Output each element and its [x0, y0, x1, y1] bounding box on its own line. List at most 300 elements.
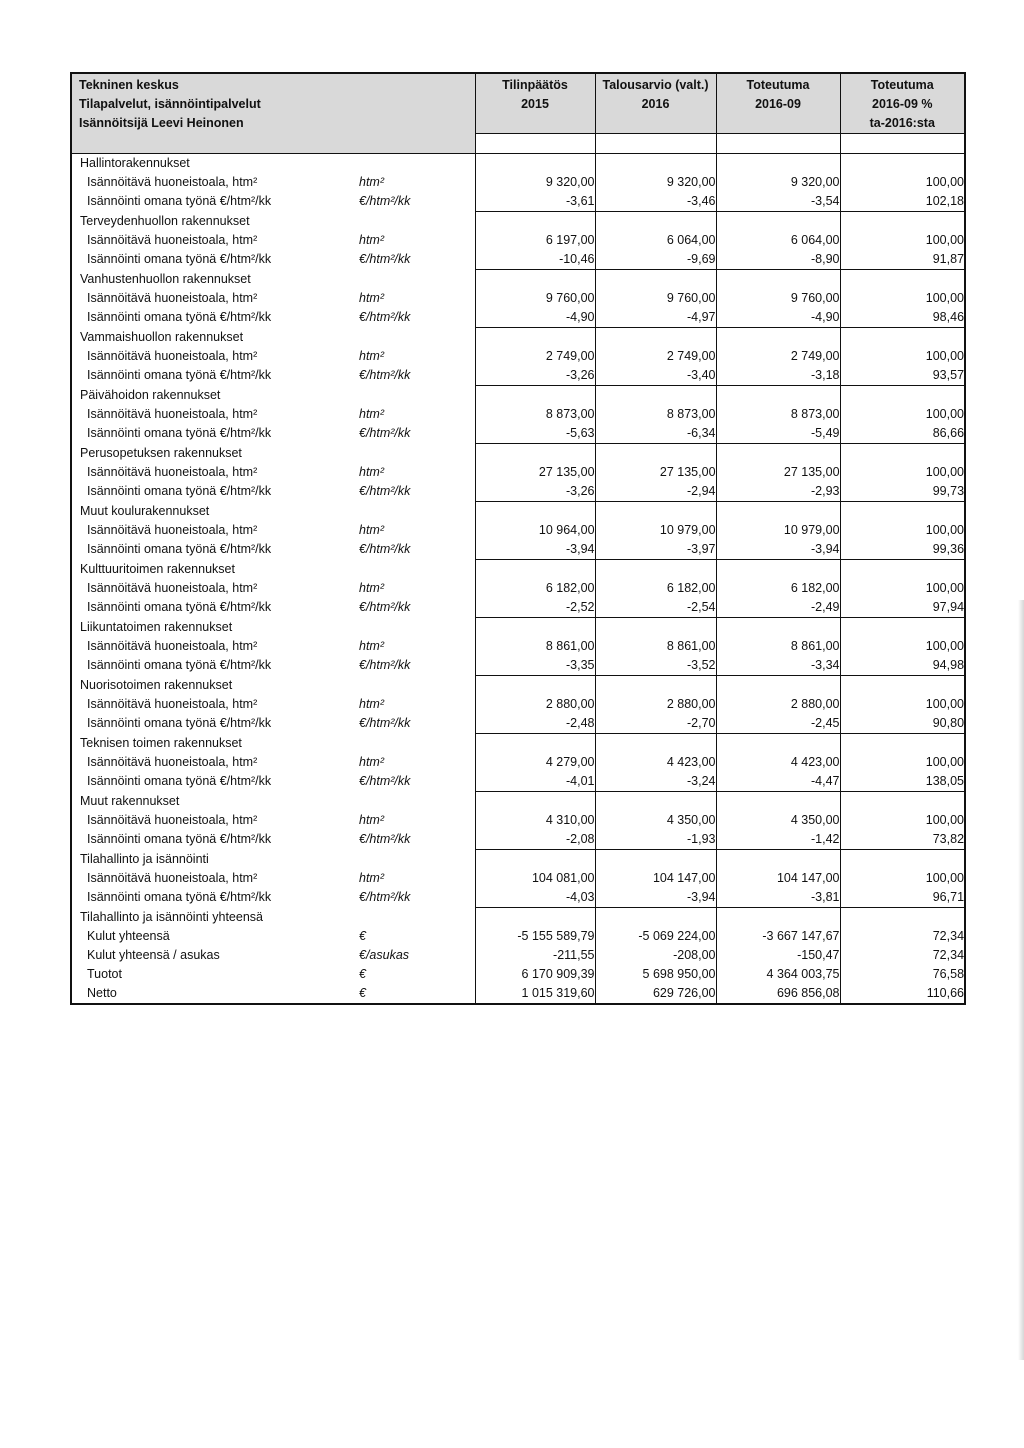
section-row — [71, 270, 965, 290]
section-empty-cell — [716, 154, 840, 174]
row-unit: htm² — [359, 349, 384, 363]
section-empty-cell — [475, 328, 595, 348]
section-empty-cell — [716, 212, 840, 232]
value-toteutuma-2016-09: -3,34 — [716, 656, 840, 676]
value-toteutuma-2016-09: 10 979,00 — [716, 521, 840, 540]
section-empty-cell — [595, 734, 716, 754]
value-toteutuma-2016-09: 6 064,00 — [716, 231, 840, 250]
section-empty-cell — [840, 502, 965, 522]
row-label: Isännöitävä huoneistoala, htm² — [87, 813, 258, 827]
row-label: Isännöinti omana työnä €/htm²/kk — [87, 252, 272, 267]
value-tilinpaatos-2015: 1 015 319,60 — [475, 984, 595, 1004]
section-row — [71, 560, 965, 580]
section-title: Hallintorakennukset — [80, 156, 190, 170]
section-row — [71, 792, 965, 812]
row-unit: htm² — [359, 755, 384, 769]
row-unit: htm² — [359, 871, 384, 885]
value-talousarvio-2016: -5 069 224,00 — [595, 927, 716, 946]
row-label: Isännöitävä huoneistoala, htm² — [87, 407, 258, 421]
value-toteutuma-percent: 97,94 — [840, 598, 965, 618]
value-tilinpaatos-2015: 9 320,00 — [475, 173, 595, 192]
section-empty-cell — [475, 618, 595, 638]
value-toteutuma-2016-09: -5,49 — [716, 424, 840, 444]
section-row — [71, 618, 965, 638]
value-tilinpaatos-2015: -211,55 — [475, 946, 595, 965]
section-empty-cell — [595, 792, 716, 812]
value-tilinpaatos-2015: 4 279,00 — [475, 753, 595, 772]
value-toteutuma-percent: 99,36 — [840, 540, 965, 560]
row-label: Isännöitävä huoneistoala, htm² — [87, 581, 258, 595]
row-unit: €/htm²/kk — [359, 484, 411, 499]
table-row — [71, 405, 965, 424]
row-label: Isännöitävä huoneistoala, htm² — [87, 175, 258, 189]
value-toteutuma-2016-09: 9 760,00 — [716, 289, 840, 308]
row-label: Isännöinti omana työnä €/htm²/kk — [87, 310, 272, 325]
value-talousarvio-2016: -3,94 — [595, 888, 716, 908]
value-toteutuma-2016-09: 104 147,00 — [716, 869, 840, 888]
value-tilinpaatos-2015: 6 182,00 — [475, 579, 595, 598]
row-unit: €/htm²/kk — [359, 426, 411, 441]
section-row — [71, 444, 965, 464]
row-label: Isännöinti omana työnä €/htm²/kk — [87, 194, 272, 209]
section-title: Tilahallinto ja isännöinti yhteensä — [80, 909, 263, 924]
section-empty-cell — [840, 734, 965, 754]
value-toteutuma-2016-09: -150,47 — [716, 946, 840, 965]
section-empty-cell — [840, 154, 965, 174]
table-row — [71, 714, 965, 734]
value-talousarvio-2016: 5 698 950,00 — [595, 965, 716, 984]
row-unit: htm² — [359, 697, 384, 711]
org-header — [71, 73, 475, 134]
row-unit: €/htm²/kk — [359, 368, 411, 383]
row-unit: htm² — [359, 233, 384, 247]
table-row — [71, 695, 965, 714]
scan-edge-shadow — [1018, 600, 1024, 1360]
org-line-1: Tekninen keskus — [79, 78, 179, 92]
value-talousarvio-2016: 6 182,00 — [595, 579, 716, 598]
section-empty-cell — [716, 908, 840, 928]
value-toteutuma-percent: 100,00 — [925, 407, 965, 421]
row-label: Isännöinti omana työnä €/htm²/kk — [87, 832, 272, 847]
col3-line1: Toteutuma — [746, 78, 810, 92]
section-empty-cell — [475, 386, 595, 406]
row-unit: €/htm²/kk — [359, 310, 411, 325]
value-toteutuma-2016-09: 4 364 003,75 — [716, 965, 840, 984]
row-label: Kulut yhteensä — [87, 929, 170, 943]
section-empty-cell — [840, 618, 965, 638]
row-label: Isännöinti omana työnä €/htm²/kk — [87, 368, 272, 383]
section-empty-cell — [595, 444, 716, 464]
section-row — [71, 328, 965, 348]
table-row — [71, 579, 965, 598]
row-unit: htm² — [359, 813, 384, 827]
value-tilinpaatos-2015: 104 081,00 — [475, 869, 595, 888]
section-empty-cell — [840, 328, 965, 348]
section-empty-cell — [595, 560, 716, 580]
col-header-tilinpaatos — [475, 73, 595, 134]
header-empty-cell — [595, 134, 716, 154]
section-title: Nuorisotoimen rakennukset — [80, 677, 233, 692]
value-toteutuma-percent: 100,00 — [925, 523, 965, 537]
col2-line1: Talousarvio (valt.) — [602, 78, 709, 92]
section-title: Muut koulurakennukset — [80, 503, 210, 518]
row-unit: htm² — [359, 639, 384, 653]
row-unit: €/htm²/kk — [359, 832, 411, 847]
header-row — [71, 73, 965, 134]
value-tilinpaatos-2015: -5 155 589,79 — [475, 927, 595, 946]
row-unit: htm² — [359, 291, 384, 305]
value-talousarvio-2016: 104 147,00 — [595, 869, 716, 888]
value-talousarvio-2016: -6,34 — [595, 424, 716, 444]
value-tilinpaatos-2015: -5,63 — [475, 424, 595, 444]
value-toteutuma-2016-09: -8,90 — [716, 250, 840, 270]
row-label: Isännöinti omana työnä €/htm²/kk — [87, 716, 272, 731]
value-tilinpaatos-2015: -3,61 — [475, 192, 595, 212]
value-toteutuma-2016-09: -1,42 — [716, 830, 840, 850]
section-row — [71, 386, 965, 406]
section-empty-cell — [840, 560, 965, 580]
section-empty-cell — [840, 386, 965, 406]
col3-line2: 2016-09 — [755, 97, 801, 111]
section-title: Vanhustenhuollon rakennukset — [80, 271, 251, 286]
section-empty-cell — [595, 328, 716, 348]
value-tilinpaatos-2015: 8 861,00 — [475, 637, 595, 656]
section-row — [71, 676, 965, 696]
value-toteutuma-percent: 90,80 — [840, 714, 965, 734]
section-empty-cell — [475, 560, 595, 580]
value-toteutuma-2016-09: 2 749,00 — [716, 347, 840, 366]
value-tilinpaatos-2015: 10 964,00 — [475, 521, 595, 540]
row-label: Isännöinti omana työnä €/htm²/kk — [87, 658, 272, 673]
section-empty-cell — [595, 212, 716, 232]
section-empty-cell — [716, 734, 840, 754]
table-row — [71, 946, 965, 965]
value-toteutuma-2016-09: -2,49 — [716, 598, 840, 618]
section-empty-cell — [595, 908, 716, 928]
value-talousarvio-2016: -3,24 — [595, 772, 716, 792]
value-toteutuma-2016-09: 4 350,00 — [716, 811, 840, 830]
table-row — [71, 521, 965, 540]
value-talousarvio-2016: 2 749,00 — [595, 347, 716, 366]
table-row — [71, 965, 965, 984]
section-empty-cell — [475, 154, 595, 174]
row-unit: htm² — [359, 465, 384, 479]
row-unit: €/htm²/kk — [359, 252, 411, 267]
value-talousarvio-2016: -208,00 — [595, 946, 716, 965]
value-toteutuma-percent: 100,00 — [925, 233, 965, 247]
row-unit: €/htm²/kk — [359, 774, 411, 789]
section-empty-cell — [595, 676, 716, 696]
section-title: Päivähoidon rakennukset — [80, 387, 221, 402]
table-row — [71, 598, 965, 618]
section-empty-cell — [716, 328, 840, 348]
value-toteutuma-percent: 93,57 — [840, 366, 965, 386]
value-talousarvio-2016: 4 350,00 — [595, 811, 716, 830]
row-label: Kulut yhteensä / asukas — [87, 948, 220, 962]
section-title: Perusopetuksen rakennukset — [80, 445, 242, 460]
row-unit: € — [359, 984, 475, 1004]
section-empty-cell — [840, 676, 965, 696]
row-unit: €/htm²/kk — [359, 658, 411, 673]
value-talousarvio-2016: -2,70 — [595, 714, 716, 734]
value-toteutuma-2016-09: 9 320,00 — [716, 173, 840, 192]
table-row — [71, 192, 965, 212]
row-unit: htm² — [359, 175, 384, 189]
table-row — [71, 888, 965, 908]
table-row — [71, 231, 965, 250]
section-title: Tilahallinto ja isännöinti — [80, 851, 209, 866]
section-empty-cell — [475, 502, 595, 522]
table-row — [71, 540, 965, 560]
value-talousarvio-2016: 10 979,00 — [595, 521, 716, 540]
row-label: Isännöinti omana työnä €/htm²/kk — [87, 890, 272, 905]
table-row — [71, 482, 965, 502]
col-header-toteutuma — [716, 73, 840, 134]
col-header-talousarvio — [595, 73, 716, 134]
value-toteutuma-percent: 72,34 — [932, 929, 965, 943]
org-line-3: Isännöitsijä Leevi Heinonen — [79, 116, 244, 130]
col-header-toteutuma-percent — [840, 73, 965, 134]
section-row — [71, 850, 965, 870]
section-empty-cell — [716, 850, 840, 870]
value-talousarvio-2016: -3,40 — [595, 366, 716, 386]
col2-line2: 2016 — [641, 97, 670, 111]
value-toteutuma-percent: 96,71 — [840, 888, 965, 908]
table-row — [71, 463, 965, 482]
value-toteutuma-percent: 100,00 — [925, 871, 965, 885]
value-toteutuma-percent: 76,58 — [932, 967, 965, 981]
section-empty-cell — [595, 850, 716, 870]
section-empty-cell — [716, 444, 840, 464]
value-tilinpaatos-2015: -3,35 — [475, 656, 595, 676]
section-title: Vammaishuollon rakennukset — [80, 329, 244, 344]
value-toteutuma-2016-09: -3,18 — [716, 366, 840, 386]
value-talousarvio-2016: 6 064,00 — [595, 231, 716, 250]
section-title: Terveydenhuollon rakennukset — [80, 213, 250, 228]
value-toteutuma-percent: 99,73 — [840, 482, 965, 502]
value-talousarvio-2016: -2,94 — [595, 482, 716, 502]
row-unit: €/htm²/kk — [359, 542, 411, 557]
row-label: Isännöitävä huoneistoala, htm² — [87, 755, 258, 769]
row-unit: €/htm²/kk — [359, 716, 411, 731]
section-empty-cell — [716, 502, 840, 522]
section-row — [71, 502, 965, 522]
section-title: Teknisen toimen rakennukset — [80, 735, 242, 750]
section-empty-cell — [475, 792, 595, 812]
table-row — [71, 984, 965, 1004]
section-empty-cell — [595, 270, 716, 290]
row-label: Isännöinti omana työnä €/htm²/kk — [87, 484, 272, 499]
value-talousarvio-2016: -2,54 — [595, 598, 716, 618]
row-unit: htm² — [359, 581, 384, 595]
header-empty-cell — [840, 134, 965, 154]
value-tilinpaatos-2015: -4,90 — [475, 308, 595, 328]
row-label: Isännöinti omana työnä €/htm²/kk — [87, 426, 272, 441]
value-tilinpaatos-2015: -10,46 — [475, 250, 595, 270]
value-toteutuma-percent: 98,46 — [840, 308, 965, 328]
section-empty-cell — [595, 154, 716, 174]
value-talousarvio-2016: -3,52 — [595, 656, 716, 676]
section-empty-cell — [475, 850, 595, 870]
section-empty-cell — [475, 734, 595, 754]
value-talousarvio-2016: -4,97 — [595, 308, 716, 328]
header-shade-cell — [71, 134, 475, 154]
section-empty-cell — [840, 270, 965, 290]
value-tilinpaatos-2015: -3,94 — [475, 540, 595, 560]
value-toteutuma-percent: 94,98 — [840, 656, 965, 676]
value-toteutuma-2016-09: -3 667 147,67 — [716, 927, 840, 946]
row-label: Isännöitävä huoneistoala, htm² — [87, 233, 258, 247]
col1-line1: Tilinpäätös — [502, 78, 568, 92]
value-toteutuma-percent: 100,00 — [925, 639, 965, 653]
section-empty-cell — [475, 444, 595, 464]
section-title: Kulttuuritoimen rakennukset — [80, 561, 235, 576]
value-talousarvio-2016: 9 760,00 — [595, 289, 716, 308]
row-label: Isännöitävä huoneistoala, htm² — [87, 523, 258, 537]
section-title: Liikuntatoimen rakennukset — [80, 619, 233, 634]
value-talousarvio-2016: -9,69 — [595, 250, 716, 270]
row-unit: € — [359, 929, 366, 943]
table-row — [71, 289, 965, 308]
value-tilinpaatos-2015: 4 310,00 — [475, 811, 595, 830]
section-empty-cell — [840, 792, 965, 812]
section-empty-cell — [840, 908, 965, 928]
row-unit: €/htm²/kk — [359, 600, 411, 615]
row-unit: htm² — [359, 523, 384, 537]
table-row — [71, 927, 965, 946]
value-tilinpaatos-2015: 6 170 909,39 — [475, 965, 595, 984]
row-label: Isännöitävä huoneistoala, htm² — [87, 697, 258, 711]
value-toteutuma-percent: 86,66 — [840, 424, 965, 444]
value-toteutuma-2016-09: 4 423,00 — [716, 753, 840, 772]
col4-line3: ta-2016:sta — [869, 116, 935, 130]
row-unit: €/htm²/kk — [359, 194, 411, 209]
table-row — [71, 656, 965, 676]
row-unit: €/htm²/kk — [359, 890, 411, 905]
table-row — [71, 250, 965, 270]
table-row — [71, 173, 965, 192]
row-unit: htm² — [359, 407, 384, 421]
col1-line2: 2015 — [521, 97, 549, 111]
row-label: Netto — [71, 984, 359, 1004]
section-empty-cell — [840, 212, 965, 232]
value-toteutuma-percent: 73,82 — [840, 830, 965, 850]
value-toteutuma-2016-09: -4,47 — [716, 772, 840, 792]
section-empty-cell — [716, 270, 840, 290]
section-empty-cell — [716, 386, 840, 406]
value-tilinpaatos-2015: -2,48 — [475, 714, 595, 734]
table-row — [71, 772, 965, 792]
value-toteutuma-percent: 110,66 — [840, 984, 965, 1004]
value-toteutuma-percent: 102,18 — [840, 192, 965, 212]
row-label: Isännöitävä huoneistoala, htm² — [87, 871, 258, 885]
header-spacer-row — [71, 134, 965, 154]
table-row — [71, 753, 965, 772]
value-tilinpaatos-2015: 6 197,00 — [475, 231, 595, 250]
value-toteutuma-2016-09: -4,90 — [716, 308, 840, 328]
value-toteutuma-percent: 100,00 — [925, 813, 965, 827]
row-label: Tuotot — [87, 967, 122, 981]
table-row — [71, 637, 965, 656]
value-toteutuma-percent: 72,34 — [932, 948, 965, 962]
value-tilinpaatos-2015: 2 880,00 — [475, 695, 595, 714]
section-empty-cell — [475, 212, 595, 232]
value-toteutuma-2016-09: -2,93 — [716, 482, 840, 502]
section-empty-cell — [840, 850, 965, 870]
section-empty-cell — [475, 908, 595, 928]
value-toteutuma-percent: 91,87 — [840, 250, 965, 270]
header-empty-cell — [716, 134, 840, 154]
value-toteutuma-2016-09: 8 861,00 — [716, 637, 840, 656]
value-talousarvio-2016: -3,97 — [595, 540, 716, 560]
row-label: Isännöitävä huoneistoala, htm² — [87, 291, 258, 305]
section-row — [71, 212, 965, 232]
row-label: Isännöitävä huoneistoala, htm² — [87, 349, 258, 363]
section-empty-cell — [716, 792, 840, 812]
value-toteutuma-percent: 100,00 — [925, 697, 965, 711]
value-tilinpaatos-2015: -4,01 — [475, 772, 595, 792]
value-talousarvio-2016: 4 423,00 — [595, 753, 716, 772]
value-toteutuma-percent: 100,00 — [925, 291, 965, 305]
value-talousarvio-2016: 8 861,00 — [595, 637, 716, 656]
value-toteutuma-2016-09: -3,54 — [716, 192, 840, 212]
value-toteutuma-2016-09: -3,81 — [716, 888, 840, 908]
section-empty-cell — [716, 676, 840, 696]
value-toteutuma-percent: 100,00 — [925, 581, 965, 595]
value-toteutuma-2016-09: -2,45 — [716, 714, 840, 734]
org-line-2: Tilapalvelut, isännöintipalvelut — [79, 97, 261, 111]
row-label: Isännöitävä huoneistoala, htm² — [87, 639, 258, 653]
value-tilinpaatos-2015: -4,03 — [475, 888, 595, 908]
section-empty-cell — [595, 618, 716, 638]
value-toteutuma-percent: 100,00 — [925, 349, 965, 363]
row-label: Isännöitävä huoneistoala, htm² — [87, 465, 258, 479]
section-empty-cell — [595, 502, 716, 522]
row-label: Isännöinti omana työnä €/htm²/kk — [87, 542, 272, 557]
value-tilinpaatos-2015: -2,08 — [475, 830, 595, 850]
value-tilinpaatos-2015: 2 749,00 — [475, 347, 595, 366]
value-toteutuma-2016-09: 6 182,00 — [716, 579, 840, 598]
value-toteutuma-2016-09: 696 856,08 — [716, 984, 840, 1004]
header-empty-cell — [475, 134, 595, 154]
report-table — [70, 72, 966, 1005]
value-tilinpaatos-2015: 8 873,00 — [475, 405, 595, 424]
row-unit: € — [359, 967, 366, 981]
table-row — [71, 811, 965, 830]
table-row — [71, 869, 965, 888]
row-unit: €/asukas — [359, 948, 410, 962]
value-toteutuma-2016-09: 2 880,00 — [716, 695, 840, 714]
section-empty-cell — [716, 560, 840, 580]
section-empty-cell — [475, 676, 595, 696]
value-toteutuma-2016-09: -3,94 — [716, 540, 840, 560]
section-empty-cell — [840, 444, 965, 464]
section-empty-cell — [475, 270, 595, 290]
value-talousarvio-2016: 2 880,00 — [595, 695, 716, 714]
value-tilinpaatos-2015: 9 760,00 — [475, 289, 595, 308]
value-talousarvio-2016: 629 726,00 — [595, 984, 716, 1004]
value-toteutuma-percent: 100,00 — [925, 755, 965, 769]
value-tilinpaatos-2015: -3,26 — [475, 366, 595, 386]
section-title: Muut rakennukset — [80, 793, 180, 808]
section-empty-cell — [716, 618, 840, 638]
value-talousarvio-2016: -1,93 — [595, 830, 716, 850]
value-tilinpaatos-2015: -3,26 — [475, 482, 595, 502]
value-talousarvio-2016: 9 320,00 — [595, 173, 716, 192]
value-talousarvio-2016: 8 873,00 — [595, 405, 716, 424]
row-label: Isännöinti omana työnä €/htm²/kk — [87, 774, 272, 789]
table-row — [71, 424, 965, 444]
